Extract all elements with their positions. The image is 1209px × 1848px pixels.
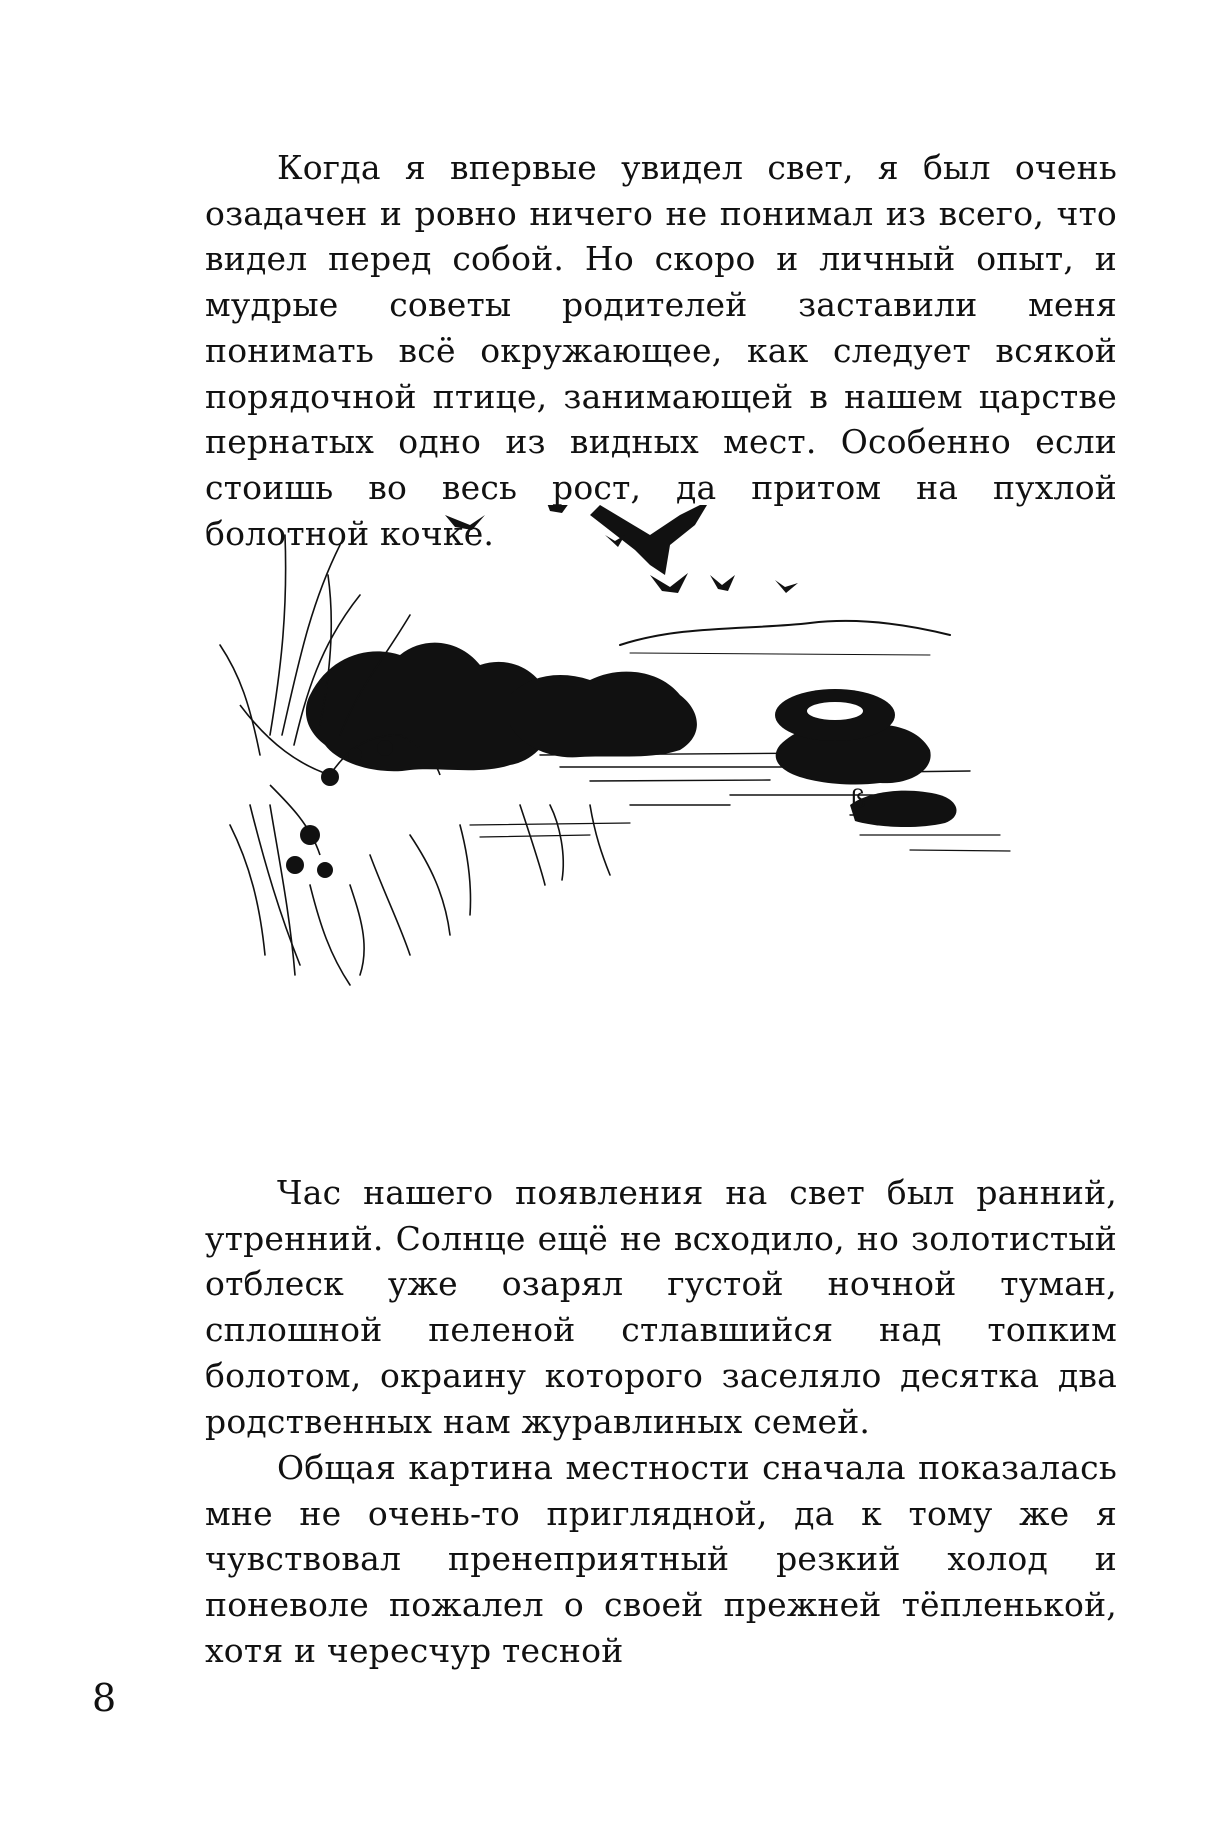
paragraph-2-text: Час нашего появления на свет был ранний, утренний. Солнце ещё не всходило, но золотистый отблеск уже озарял густой ночной туман, сплошной пеленой стлавшийся над топким болотом, окраину которого заселяло десятка два родственных нам журавлиных семей. — [205, 1173, 1117, 1441]
paragraph-1 — [205, 145, 1117, 556]
paragraph-3 — [205, 1445, 1117, 1674]
flying-cranes — [445, 505, 798, 593]
far-bank — [620, 621, 950, 645]
marsh-cranes-illustration — [210, 505, 1110, 1165]
svg-text:ß: ß — [850, 785, 867, 813]
paragraph-2 — [205, 1170, 1117, 1444]
paragraph-3-text: Общая картина местности сначала показалась мне не очень-то приглядной, да к тому же я чувствовал пренеприятный резкий холод и поневоле пожалел о своей прежней тёпленькой, хотя и чересчур тесной — [205, 1448, 1117, 1670]
page-number: 8 — [92, 1676, 117, 1720]
large-crane — [590, 505, 710, 575]
paragraph-1-text: Когда я впервые увидел свет, я был очень озадачен и ровно ничего не понимал из всего, что видел перед собой. Но скоро и личный опыт, и мудрые советы родителей заставили меня понимать всё окружающее, как следует всякой порядочной птице, занимающей в нашем царстве пернатых одно из видных мест. Особенно если стоишь во весь рост, да притом на пухлой болотной кочке. — [205, 148, 1117, 553]
